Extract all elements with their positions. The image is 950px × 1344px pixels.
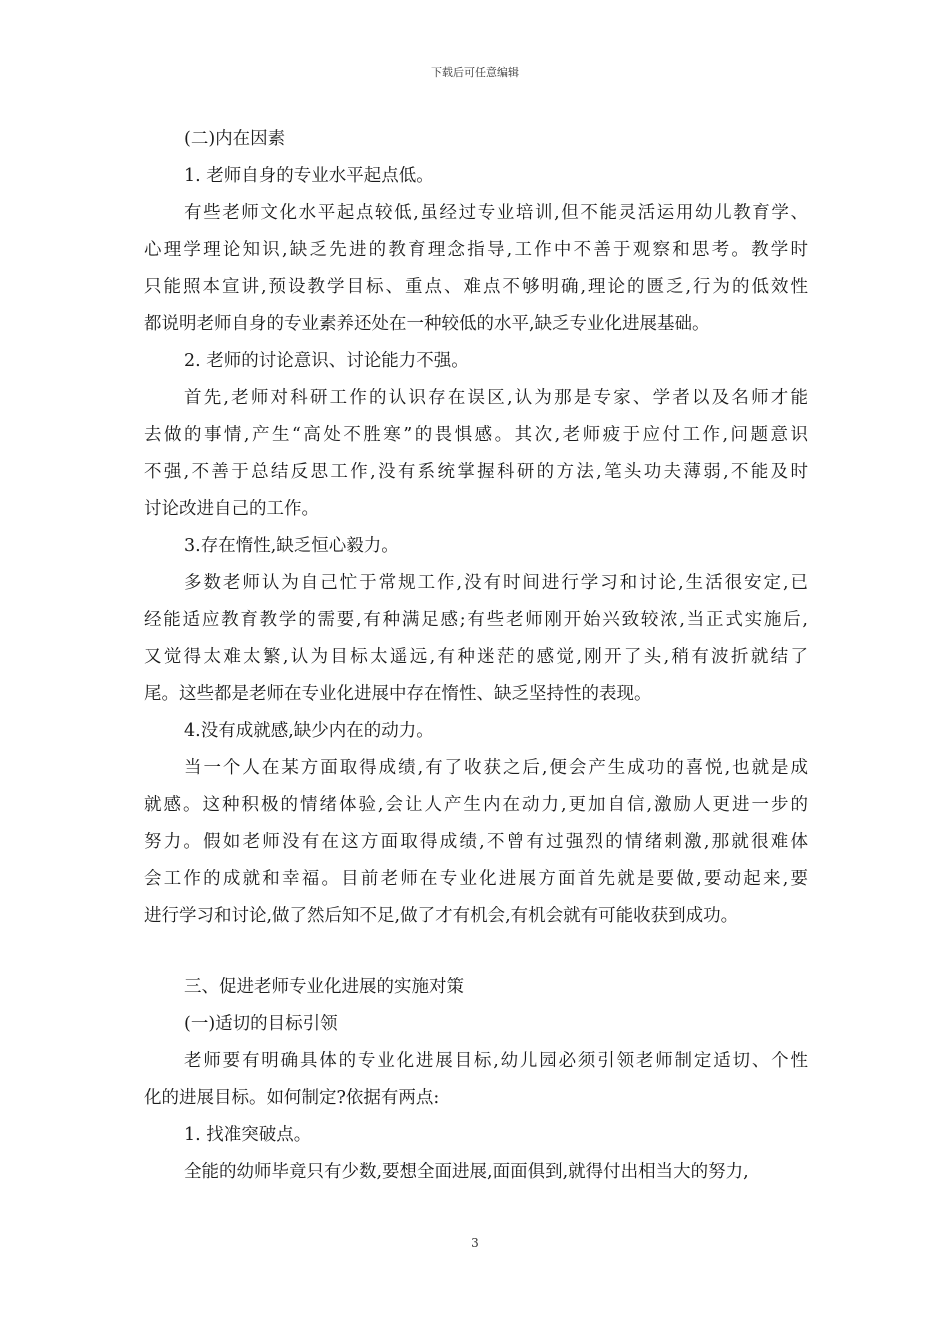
page-header: 下载后可任意编辑 bbox=[431, 66, 519, 79]
subheading-4: 4.没有成就感,缺少内在的动力。 bbox=[184, 721, 434, 741]
paragraph-line: 努力。假如老师没有在这方面取得成绩,不曾有过强烈的情绪刺激,那就很难体 bbox=[144, 832, 808, 852]
section-heading-internal-factors: (二)内在因素 bbox=[184, 129, 286, 149]
paragraph-line: 全能的幼师毕竟只有少数,要想全面进展,面面俱到,就得付出相当大的努力, bbox=[184, 1162, 749, 1182]
paragraph-line: 进行学习和讨论,做了然后知不足,做了才有机会,有机会就有可能收获到成功。 bbox=[144, 906, 739, 926]
section-spacer bbox=[144, 935, 808, 969]
paragraph-line: 只能照本宣讲,预设教学目标、重点、难点不够明确,理论的匮乏,行为的低效性 bbox=[144, 277, 808, 297]
paragraph-line: 心理学理论知识,缺乏先进的教育理念指导,工作中不善于观察和思考。教学时 bbox=[144, 240, 808, 260]
paragraph-line: 首先,老师对科研工作的认识存在误区,认为那是专家、学者以及名师才能 bbox=[184, 388, 808, 408]
section-heading-3: 三、促进老师专业化进展的实施对策 bbox=[184, 977, 464, 997]
paragraph-line: 都说明老师自身的专业素养还处在一种较低的水平,缺乏专业化进展基础。 bbox=[144, 314, 710, 334]
paragraph-line: 去做的事情,产生“高处不胜寒”的畏惧感。其次,老师疲于应付工作,问题意识 bbox=[144, 425, 808, 445]
paragraph-line: 化的进展目标。如何制定?依据有两点: bbox=[144, 1088, 440, 1108]
paragraph-line: 不强,不善于总结反思工作,没有系统掌握科研的方法,笔头功夫薄弱,不能及时 bbox=[144, 462, 808, 482]
paragraph-line: 讨论改进自己的工作。 bbox=[144, 499, 319, 519]
page-number: 3 bbox=[471, 1236, 479, 1250]
subheading-3: 3.存在惰性,缺乏恒心毅力。 bbox=[184, 536, 399, 556]
subheading-goal-guidance: (一)适切的目标引领 bbox=[184, 1014, 338, 1034]
paragraph-line: 又觉得太难太繁,认为目标太遥远,有种迷茫的感觉,刚开了头,稍有波折就结了 bbox=[144, 647, 808, 667]
document-body bbox=[144, 121, 808, 1191]
paragraph-line: 就感。这种积极的情绪体验,会让人产生内在动力,更加自信,激励人更进一步的 bbox=[144, 795, 808, 815]
paragraph-line: 会工作的成就和幸福。目前老师在专业化进展方面首先就是要做,要动起来,要 bbox=[144, 869, 808, 889]
subheading-1: 1. 老师自身的专业水平起点低。 bbox=[184, 166, 434, 186]
subheading-breakthrough: 1. 找准突破点。 bbox=[184, 1125, 312, 1145]
paragraph-line: 有些老师文化水平起点较低,虽经过专业培训,但不能灵活运用幼儿教育学、 bbox=[184, 203, 808, 223]
subheading-2: 2. 老师的讨论意识、讨论能力不强。 bbox=[184, 351, 469, 371]
paragraph-line: 老师要有明确具体的专业化进展目标,幼儿园必须引领老师制定适切、个性 bbox=[184, 1051, 808, 1071]
paragraph-line: 多数老师认为自己忙于常规工作,没有时间进行学习和讨论,生活很安定,已 bbox=[184, 573, 808, 593]
paragraph-line: 尾。这些都是老师在专业化进展中存在惰性、缺乏坚持性的表现。 bbox=[144, 684, 652, 704]
paragraph-line: 当一个人在某方面取得成绩,有了收获之后,便会产生成功的喜悦,也就是成 bbox=[184, 758, 808, 778]
paragraph-line: 经能适应教育教学的需要,有种满足感;有些老师刚开始兴致较浓,当正式实施后, bbox=[144, 610, 808, 630]
